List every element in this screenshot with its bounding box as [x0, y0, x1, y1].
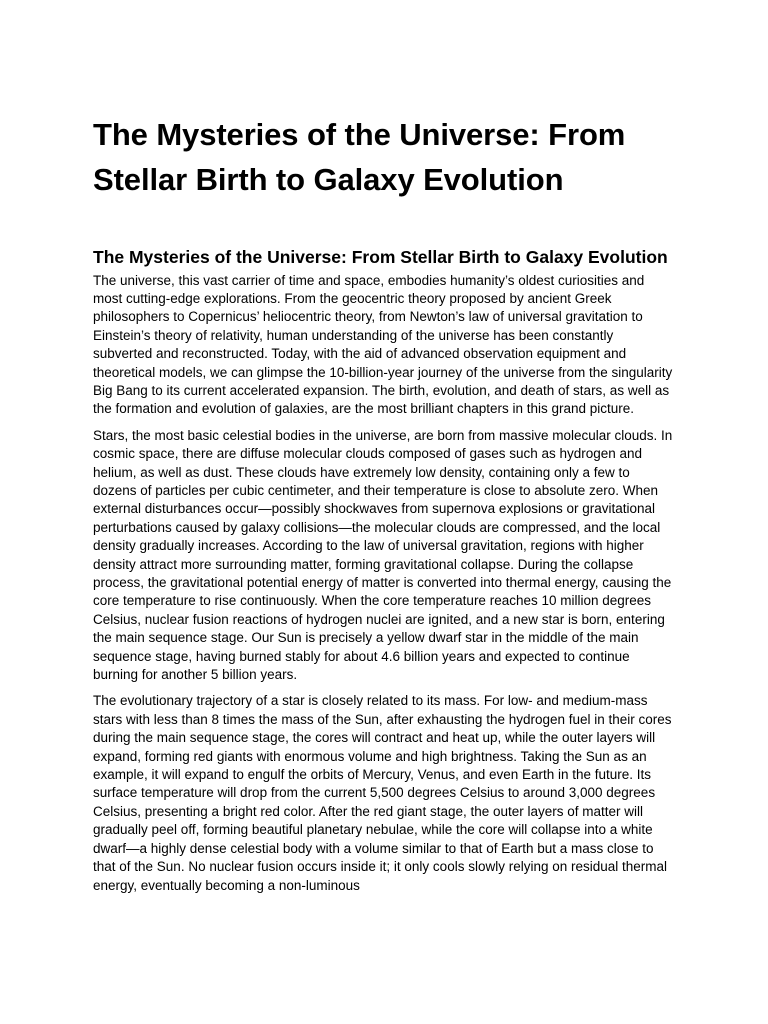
document-title: The Mysteries of the Universe: From Stellar Birth to Galaxy Evolution — [93, 117, 626, 197]
section-heading: The Mysteries of the Universe: From Stellar Birth to Galaxy Evolution — [93, 247, 668, 267]
paragraph-stellar-birth: Stars, the most basic celestial bodies in the universe, are born from massive molecular clouds. In cosmic space, there are diffuse molecular clouds composed of gases such as hydrogen and helium, as well as dust. These clouds have extremely low density, containing only a few to dozens of particles per cubic centimeter, and their temperature is close to absolute zero. When external disturbances occur—possibly shockwaves from supernova explosions or gravitational perturbations caused by galaxy collisions—the molecular clouds are compressed, and the local density gradually increases. According to the law of universal gravitation, regions with higher density attract more surrounding matter, forming gravitational collapse. During the collapse process, the gravitational potential energy of matter is converted into thermal energy, causing the core temperature to rise continuously. When the core temperature reaches 10 million degrees Celsius, nuclear fusion reactions of hydrogen nuclei are ignited, and a new star is born, entering the main sequence stage. Our Sun is precisely a yellow dwarf star in the middle of the main sequence stage, having burned stably for about 4.6 billion years and expected to continue burning for another 5 billion years. — [93, 427, 673, 683]
paragraph-stellar-evolution: The evolutionary trajectory of a star is closely related to its mass. For low- and medium-mass stars with less than 8 times the mass of the Sun, after exhausting the hydrogen fuel in their cores during the main sequence stage, the cores will contract and heat up, while the outer layers will expand, forming red giants with enormous volume and high brightness. Taking the Sun as an example, it will expand to engulf the orbits of Mercury, Venus, and even Earth in the future. Its surface temperature will drop from the current 5,500 degrees Celsius to around 3,000 degrees Celsius, presenting a bright red color. After the red giant stage, the outer layers of matter will gradually peel off, forming beautiful planetary nebulae, while the core will collapse into a white dwarf—a highly dense celestial body with a volume similar to that of Earth but a mass close to that of the Sun. No nuclear fusion occurs inside it; it only cools slowly relying on residual thermal energy, eventually becoming a non-luminous — [93, 693, 672, 893]
document-page — [93, 112, 675, 895]
paragraph-intro: The universe, this vast carrier of time and space, embodies humanity’s oldest curiosities and most cutting-edge explorations. From the geocentric theory proposed by ancient Greek philosophers to Copernicus’ heliocentric theory, from Newton’s law of universal gravitation to Einstein’s theory of relativity, human understanding of the universe has been constantly subverted and reconstructed. Today, with the aid of advanced observation equipment and theoretical models, we can glimpse the 10-billion-year journey of the universe from the singularity Big Bang to its current accelerated expansion. The birth, evolution, and death of stars, as well as the formation and evolution of galaxies, are the most brilliant chapters in this grand picture. — [93, 272, 673, 417]
